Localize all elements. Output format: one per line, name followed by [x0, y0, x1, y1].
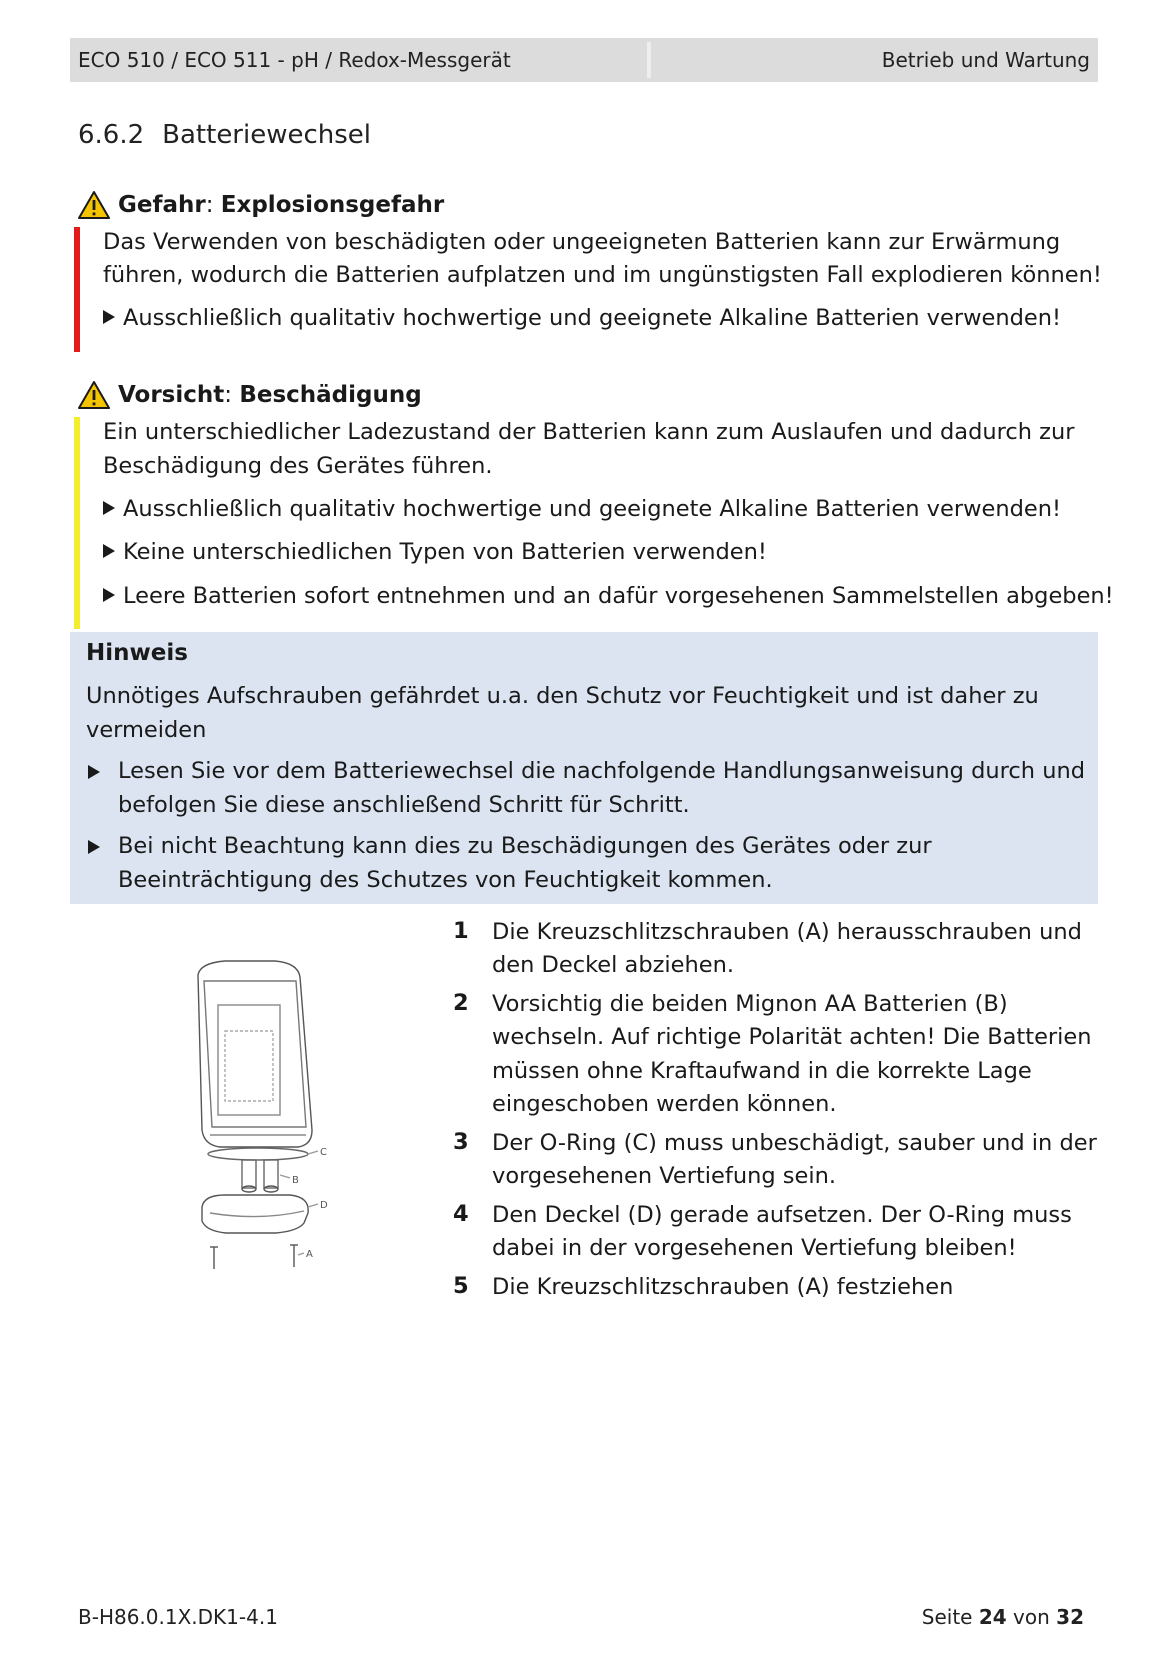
- bullet-arrow-icon: [88, 840, 100, 854]
- header-product: ECO 510 / ECO 511 - pH / Redox-Messgerät: [78, 48, 511, 72]
- bullet-arrow-icon: [88, 765, 100, 779]
- bullet-arrow-icon: [103, 310, 115, 324]
- caution-bar: [74, 417, 80, 629]
- danger-label: Gefahr: [118, 192, 206, 218]
- step-number: 3: [453, 1129, 469, 1155]
- step-number: 1: [453, 918, 469, 944]
- header-chapter: Betrieb und Wartung: [881, 48, 1090, 72]
- step-text-line: wechseln. Auf richtige Polarität achten! Die Batterien: [492, 1024, 1092, 1050]
- caution-bullet: Ausschließlich qualitativ hochwertige und geeignete Alkaline Batterien verwenden!: [103, 493, 1061, 526]
- bullet-arrow-icon: [103, 544, 115, 558]
- section-heading: Batteriewechsel: [162, 120, 372, 150]
- step-text-line: Der O-Ring (C) muss unbeschädigt, sauber und in der: [492, 1130, 1097, 1156]
- caution-heading: Vorsicht : Beschädigung: [78, 380, 422, 410]
- step-text-line: Die Kreuzschlitzschrauben (A) festziehen: [492, 1274, 954, 1300]
- step-text-line: Die Kreuzschlitzschrauben (A) herausschrauben und: [492, 919, 1082, 945]
- step-number: 5: [453, 1273, 469, 1299]
- note-bullet-line: Bei nicht Beachtung kann dies zu Beschädigungen des Gerätes oder zur: [118, 833, 932, 859]
- label-b: B: [292, 1175, 299, 1186]
- caution-text-line: Beschädigung des Gerätes führen.: [103, 453, 493, 479]
- label-c: C: [320, 1147, 327, 1158]
- note-text-line: Unnötiges Aufschrauben gefährdet u.a. den Schutz vor Feuchtigkeit und ist daher zu: [86, 683, 1039, 709]
- label-a: A: [306, 1249, 313, 1260]
- caution-text-line: Ein unterschiedlicher Ladezustand der Batterien kann zum Auslaufen und dadurch zur: [103, 419, 1075, 445]
- header-divider: [647, 42, 651, 78]
- note-text-line: vermeiden: [86, 717, 207, 743]
- note-bullet-line: Beeinträchtigung des Schutzes von Feuchtigkeit kommen.: [118, 867, 773, 893]
- caution-label: Vorsicht: [118, 382, 225, 408]
- step-text-line: Vorsichtig die beiden Mignon AA Batterien (B): [492, 991, 1008, 1017]
- note-box: [70, 632, 1098, 904]
- footer-page-number: Seite 24 von 32: [921, 1605, 1084, 1629]
- danger-text-line: Das Verwenden von beschädigten oder ungeeigneten Batterien kann zur Erwärmung: [103, 229, 1061, 255]
- step-text-line: müssen ohne Kraftaufwand in die korrekte Lage: [492, 1058, 1032, 1084]
- bullet-arrow-icon: [103, 588, 115, 602]
- step-text-line: vorgesehenen Vertiefung sein.: [492, 1163, 837, 1189]
- step-number: 2: [453, 990, 469, 1016]
- step-text-line: Den Deckel (D) gerade aufsetzen. Der O-Ring muss: [492, 1202, 1072, 1228]
- device-exploded-diagram: [180, 955, 350, 1275]
- warning-triangle-icon: [78, 380, 110, 410]
- danger-heading: Gefahr : Explosionsgefahr: [78, 190, 444, 220]
- page-header: [70, 38, 1098, 82]
- caution-bullet: Leere Batterien sofort entnehmen und an dafür vorgesehenen Sammelstellen abgeben!: [103, 580, 1114, 613]
- footer-doc-id: B-H86.0.1X.DK1-4.1: [78, 1605, 278, 1629]
- warning-triangle-icon: [78, 190, 110, 220]
- caution-bullet: Keine unterschiedlichen Typen von Batterien verwenden!: [103, 536, 767, 569]
- label-d: D: [320, 1200, 328, 1211]
- note-bullet-line: befolgen Sie diese anschließend Schritt für Schritt.: [118, 792, 690, 818]
- note-title: Hinweis: [86, 640, 188, 666]
- section-number: 6.6.2: [78, 120, 145, 150]
- danger-bar: [74, 227, 80, 352]
- danger-topic: Explosionsgefahr: [220, 192, 445, 218]
- step-text-line: eingeschoben werden können.: [492, 1091, 837, 1117]
- step-text-line: den Deckel abziehen.: [492, 952, 735, 978]
- step-number: 4: [453, 1201, 469, 1227]
- step-text-line: dabei in der vorgesehenen Vertiefung bleiben!: [492, 1235, 1017, 1261]
- note-bullet-line: Lesen Sie vor dem Batteriewechsel die nachfolgende Handlungsanweisung durch und: [118, 758, 1086, 784]
- bullet-arrow-icon: [103, 501, 115, 515]
- section-title: [78, 120, 371, 150]
- caution-topic: Beschädigung: [239, 382, 422, 408]
- danger-text-line: führen, wodurch die Batterien aufplatzen und im ungünstigsten Fall explodieren können!: [103, 262, 1102, 288]
- danger-bullet: Ausschließlich qualitativ hochwertige und geeignete Alkaline Batterien verwenden!: [103, 302, 1061, 335]
